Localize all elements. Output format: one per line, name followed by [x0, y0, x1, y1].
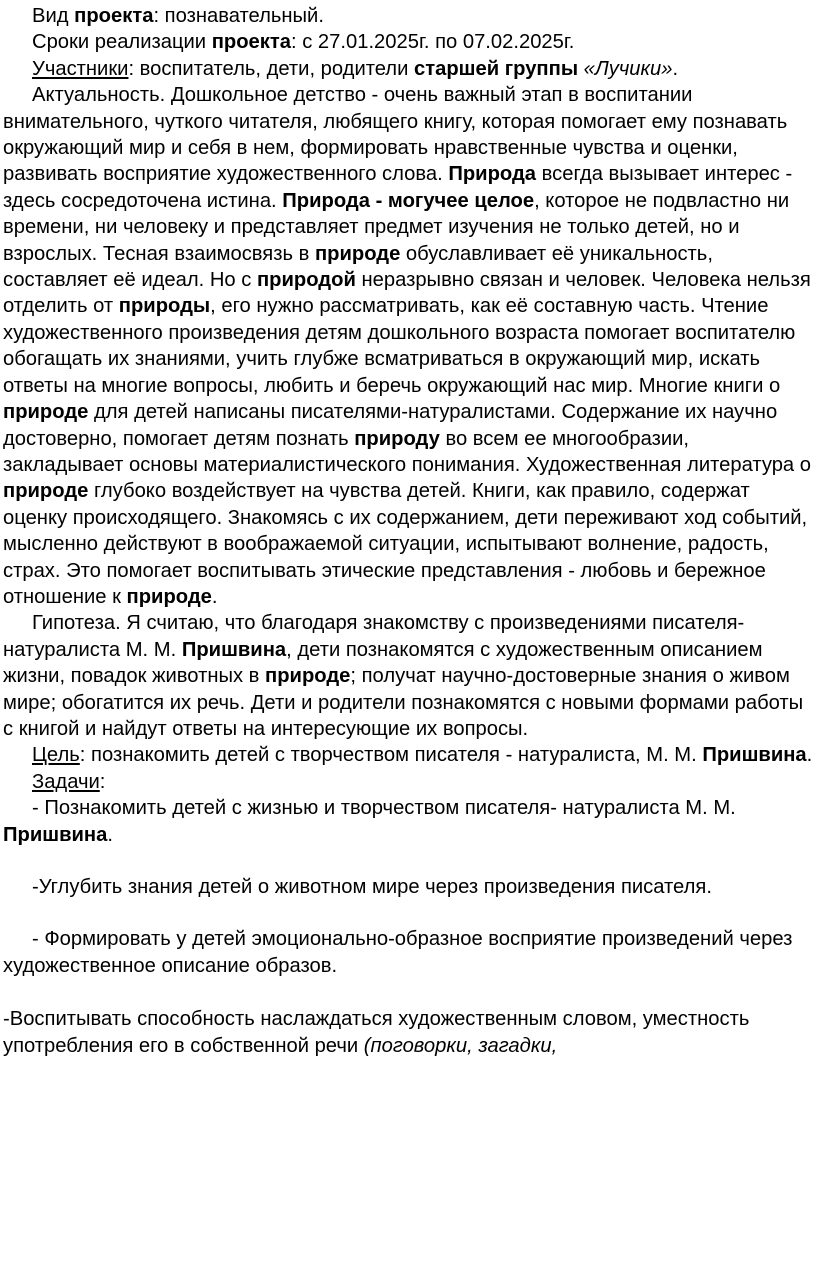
goal-label: Цель [32, 744, 80, 767]
task-item: -Воспитывать способность наслаждаться художественным словом, уместность употребления его в собственной речи (поговорки, загадки, [3, 1008, 750, 1057]
bold-term: проекта [74, 5, 154, 27]
goal-paragraph: Цель: познакомить детей с творчеством писателя - натуралиста, М. М. Пришвина. [32, 744, 813, 767]
project-type-line: Вид проекта: познавательный. [32, 5, 324, 27]
relevance-paragraph: Актуальность. Дошкольное детство - очень важный этап в воспитании внимательного, чуткого читателя, любящего книгу, которая помогает ему познавать окружающий мир и себя в нем, формировать нравственные чувства и оценки, развивать восприятие художественного слова. Природа всегда вызывает интерес - здесь сосредоточена истина. Природа - могучее целое, которое не подвластно ни времени, ни человеку и представляет предмет изучения не только детей, но и взрослых. Тесная взаимосвязь в природе обуславливает её уникальность, составляет её идеал. Но с природой неразрывно связан и человек. Человека нельзя отделить от природы, его нужно рассматривать, как её составную часть. Чтение художественного произведения детям дошкольного возраста помогает воспитателю обогащать их знаниями, учить глубже всматриваться в окружающий мир, искать ответы на многие вопросы, любить и беречь окружающий нас мир. Многие книги о природе для детей написаны писателями-натуралистами. Содержание их научно достоверно, помогает детям познать природу во всем ее многообразии, закладывает основы материалистического понимания. Художественная литература о природе глубоко воздействует на чувства детей. Книги, как правило, содержат оценку происходящего. Знакомясь с их содержанием, дети переживают ход событий, мысленно действуют в воображаемой ситуации, испытывают волнение, радость, страх. Это помогает воспитывать этические представления - любовь и бережное отношение к природе. [3, 84, 812, 608]
project-terms-line: Сроки реализации проекта: с 27.01.2025г. по 07.02.2025г. [32, 31, 575, 54]
participants-label: Участники [32, 57, 129, 80]
task-item: - Познакомить детей с жизнью и творчеством писателя- натуралиста М. М. Пришвина. [3, 797, 736, 846]
task-item: -Углубить знания детей о животном мире через произведения писателя. [32, 876, 712, 898]
hypothesis-paragraph: Гипотеза. Я считаю, что благодаря знакомству с произведениями писателя-натуралиста М. М. Пришвина, дети познакомятся с художественным описанием жизни, повадок животных в природе; получат научно-достоверные знания о живом мире; обогатится их речь. Дети и родители познакомятся с новыми формами работы с книгой и найдут ответы на интересующие их вопросы. [3, 612, 804, 740]
group-name: «Лучики» [578, 57, 673, 80]
task-item: - Формировать у детей эмоционально-образное восприятие произведений через художественное описание образов. [3, 928, 793, 977]
bold-term: старшей группы [413, 57, 579, 80]
participants-line: Участники: воспитатель, дети, родители старшей группы «Лучики». [32, 57, 679, 80]
tasks-heading: Задачи: [32, 770, 106, 793]
bold-term: проекта [211, 31, 292, 54]
tasks-label: Задачи [32, 770, 100, 793]
